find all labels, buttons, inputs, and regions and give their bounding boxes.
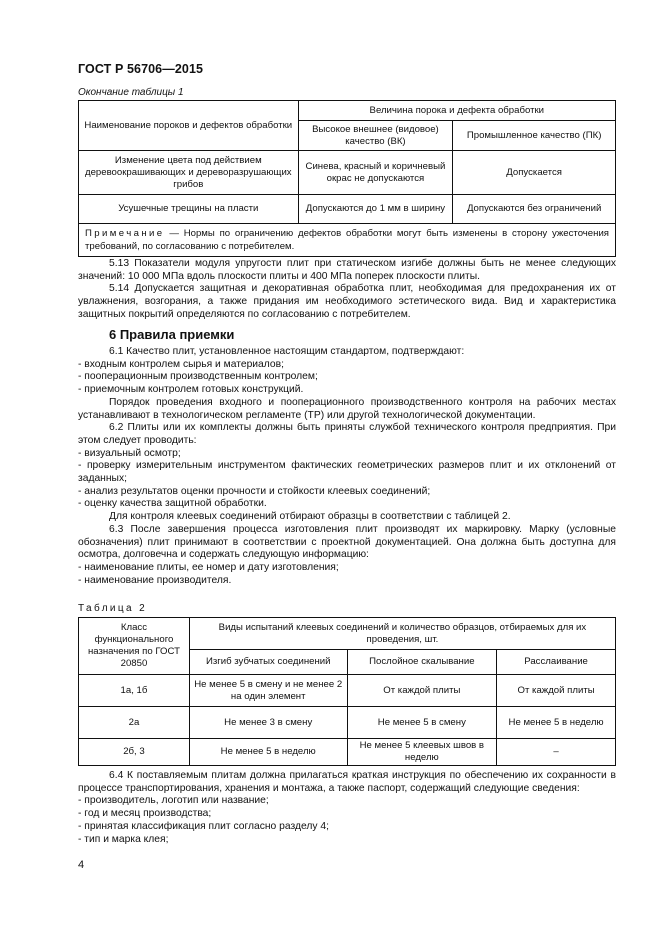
table1-pk-header: Промышленное качество (ПК) xyxy=(453,121,616,151)
paragraph-5-13: 5.13 Показатели модуля упругости плит при статическом изгибе должны быть не менее следующих значений: 10 000 МПа вдоль плоскости плиты и 400 МПа поперек плоскости плиты. xyxy=(78,258,616,282)
table-cell: 2а xyxy=(79,707,190,739)
table-cell: Усушечные трещины на пласти xyxy=(79,195,299,224)
table-cell: 2б, 3 xyxy=(79,739,190,766)
table-2 xyxy=(78,617,616,766)
list-item: - пооперационным производственным контролем; xyxy=(78,371,318,383)
table-row xyxy=(79,707,616,739)
table2-subheader: Расслаивание xyxy=(497,650,616,675)
table2-col1-header: Класс функционального назначения по ГОСТ 20850 xyxy=(79,618,190,675)
table-cell: Допускаются до 1 мм в ширину xyxy=(298,195,453,224)
table-note-row xyxy=(79,224,616,257)
note-label: Примечание xyxy=(85,228,165,239)
paragraph-6-1: 6.1 Качество плит, установленное настоящим стандартом, подтверждают: xyxy=(109,346,465,357)
paragraph-order: Порядок проведения входного и пооперационного производственного контроля на рабочих местах устанавливают в технологическом регламенте (ТР) или другой технологической документации. xyxy=(78,396,616,421)
table2-group-header: Виды испытаний клеевых соединений и количество образцов, отбираемых для их проведения, шт. xyxy=(189,618,615,650)
list-item: - принятая классификация плит согласно разделу 4; xyxy=(78,820,329,832)
table-row xyxy=(79,739,616,766)
table-cell: Не менее 5 клеевых швов в неделю xyxy=(347,739,497,766)
table-cell: Допускаются без ограничений xyxy=(453,195,616,224)
list-item: - приемочным контролем готовых конструкций. xyxy=(78,384,304,396)
list-item: - входным контролем сырья и материалов; xyxy=(78,358,284,370)
paragraph-6-2: 6.2 Плиты или их комплекты должны быть приняты службой технического контроля предприятия. При этом следует проводить: xyxy=(78,422,616,446)
paragraph-samples: Для контроля клеевых соединений отбирают образцы в соответствии с таблицей 2. xyxy=(109,511,511,523)
list-item: - тип и марка клея; xyxy=(78,833,169,845)
table-cell: Не менее 5 в смену xyxy=(347,707,497,739)
table-cell: Не менее 5 в неделю xyxy=(497,707,616,739)
table1-vk-header: Высокое внешнее (видовое) качество (ВК) xyxy=(298,121,453,151)
document-header: ГОСТ Р 56706—2015 xyxy=(78,62,204,76)
table1-caption: Окончание таблицы 1 xyxy=(78,87,184,98)
list-item: - год и месяц производства; xyxy=(78,808,212,820)
table-1 xyxy=(78,100,616,257)
list-item: - проверку измерительным инструментом фактических геометрических размеров плит и их отклонений от заданных; xyxy=(78,460,616,485)
table-cell: От каждой плиты xyxy=(347,675,497,707)
section-6-title: 6 Правила приемки xyxy=(109,327,235,342)
list-item: - анализ результатов оценки прочности и стойкости клеевых соединений; xyxy=(78,485,431,497)
table1-note xyxy=(79,224,616,257)
note-text: — Нормы по ограничению дефектов обработки могут быть изменены в сторону ужесточения требований, по согласованию с потребителем. xyxy=(85,228,609,252)
list-item: - наименование плиты, ее номер и дату изготовления; xyxy=(78,561,339,573)
table-cell: – xyxy=(497,739,616,766)
table-row xyxy=(79,151,616,195)
table-cell: Не менее 5 в смену и не менее 2 на один элемент xyxy=(189,675,347,707)
table-cell: Допускается xyxy=(453,151,616,195)
table1-col1-header: Наименование пороков и дефектов обработки xyxy=(79,101,299,151)
table-cell: Не менее 3 в смену xyxy=(189,707,347,739)
page-number: 4 xyxy=(78,859,85,871)
list-item: - наименование производителя. xyxy=(78,574,232,586)
table2-subheader: Изгиб зубчатых соединений xyxy=(189,650,347,675)
table-cell: От каждой плиты xyxy=(497,675,616,707)
table-row xyxy=(79,675,616,707)
body-block-3 xyxy=(78,770,616,846)
list-item: - производитель, логотип или название; xyxy=(78,795,269,807)
list-item: - оценку качества защитной обработки. xyxy=(78,498,267,510)
paragraph-5-14: 5.14 Допускается защитная и декоративная обработка плит, необходимая для предохранения их от увлажнения, возгорания, а также придания им необходимого эстетического вида. Вид и характеристика защитных покрытий определяются по согласованию с потребителем. xyxy=(78,283,616,320)
table-cell: 1а, 1б xyxy=(79,675,190,707)
paragraph-6-3: 6.3 После завершения процесса изготовления плит производят их маркировку. Марку (условные обозначения) плит принимают в соответствии с проектной документацией. Она должна быть доступна для осмотра, долговечна и содержать следующую информацию: xyxy=(78,523,616,561)
table2-caption: Таблица 2 xyxy=(78,603,148,614)
table-row xyxy=(79,195,616,224)
table-cell: Не менее 5 в неделю xyxy=(189,739,347,766)
list-item: - визуальный осмотр; xyxy=(78,447,181,459)
table1-group-header: Величина порока и дефекта обработки xyxy=(298,101,615,121)
body-block-1 xyxy=(78,258,616,322)
table-cell: Изменение цвета под действием деревоокрашивающих и дереворазрушающих грибов xyxy=(79,151,299,195)
body-block-2 xyxy=(78,346,616,587)
table2-subheader: Послойное скалывание xyxy=(347,650,497,675)
paragraph-6-4: 6.4 К поставляемым плитам должна прилагаться краткая инструкция по обеспечению их сохранности в процессе транспортирования, хранения и монтажа, а также паспорт, содержащий следующие сведения: xyxy=(78,770,616,794)
table-cell: Синева, красный и коричневый окрас не допускаются xyxy=(298,151,453,195)
